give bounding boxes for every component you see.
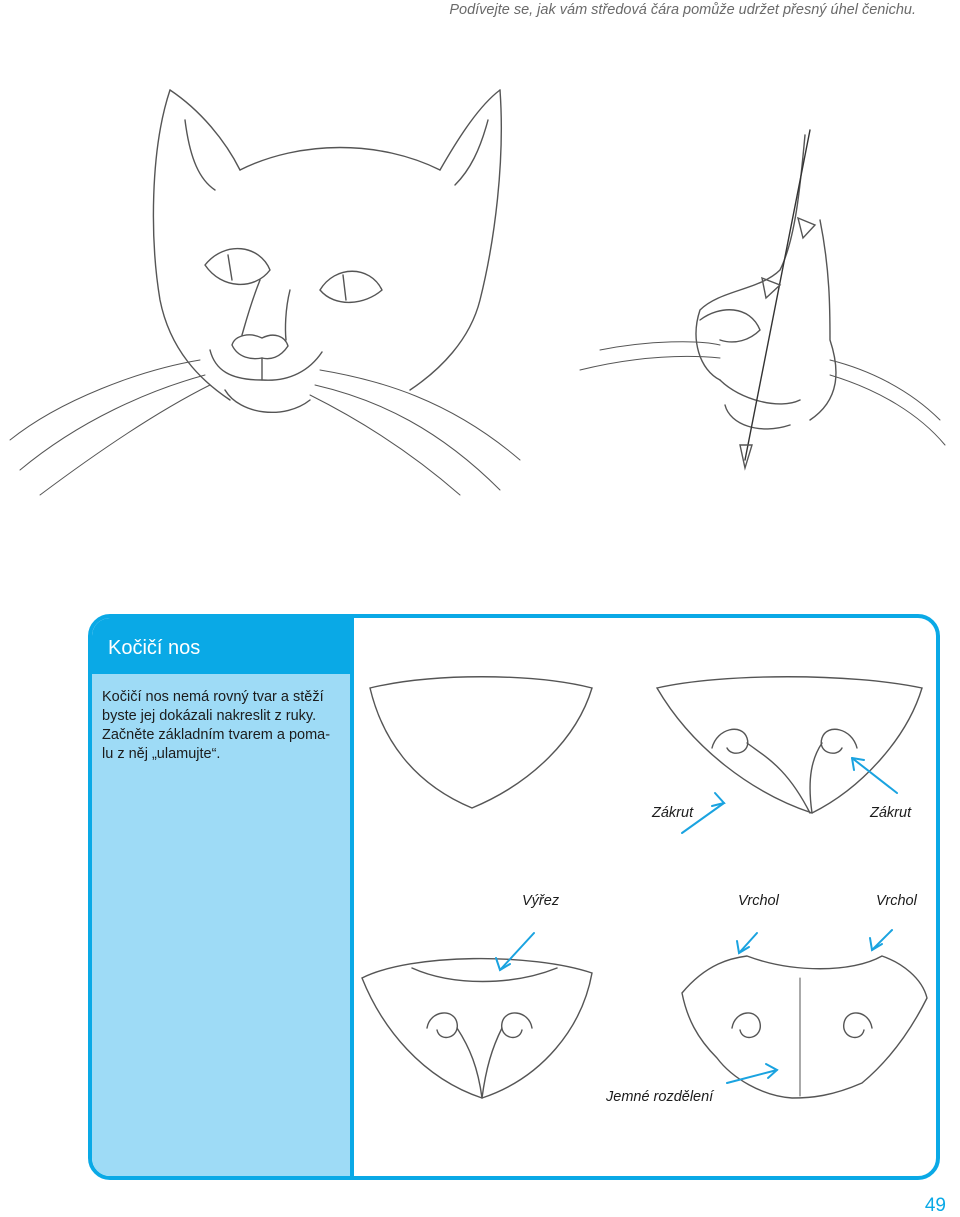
label-vrchol-1: Vrchol (738, 893, 779, 909)
panel-title: Kočičí nos (108, 637, 201, 659)
body-line: lu z něj „ulamujte“. (102, 746, 221, 762)
label-jemne-rozdeleni: Jemné rozdělení (606, 1089, 714, 1105)
page-number: 49 (924, 1195, 946, 1216)
header-caption: Podívejte se, jak vám středová čára pomůže udržet přesný úhel čenichu. (449, 2, 916, 18)
body-line: Začněte základním tvarem a poma- (102, 727, 331, 743)
label-vrchol-2: Vrchol (876, 893, 917, 909)
nose-sketches-illustration (92, 618, 936, 1176)
label-vyrez: Výřez (522, 893, 560, 909)
body-line: Kočičí nos nemá rovný tvar a stěží (102, 689, 324, 705)
body-line: byste jej dokázali nakreslit z ruky. (102, 708, 317, 724)
label-zakrut-2: Zákrut (870, 805, 912, 821)
cat-sketch-illustration (0, 40, 960, 500)
label-zakrut-1: Zákrut (652, 805, 694, 821)
info-panel (88, 614, 940, 1180)
